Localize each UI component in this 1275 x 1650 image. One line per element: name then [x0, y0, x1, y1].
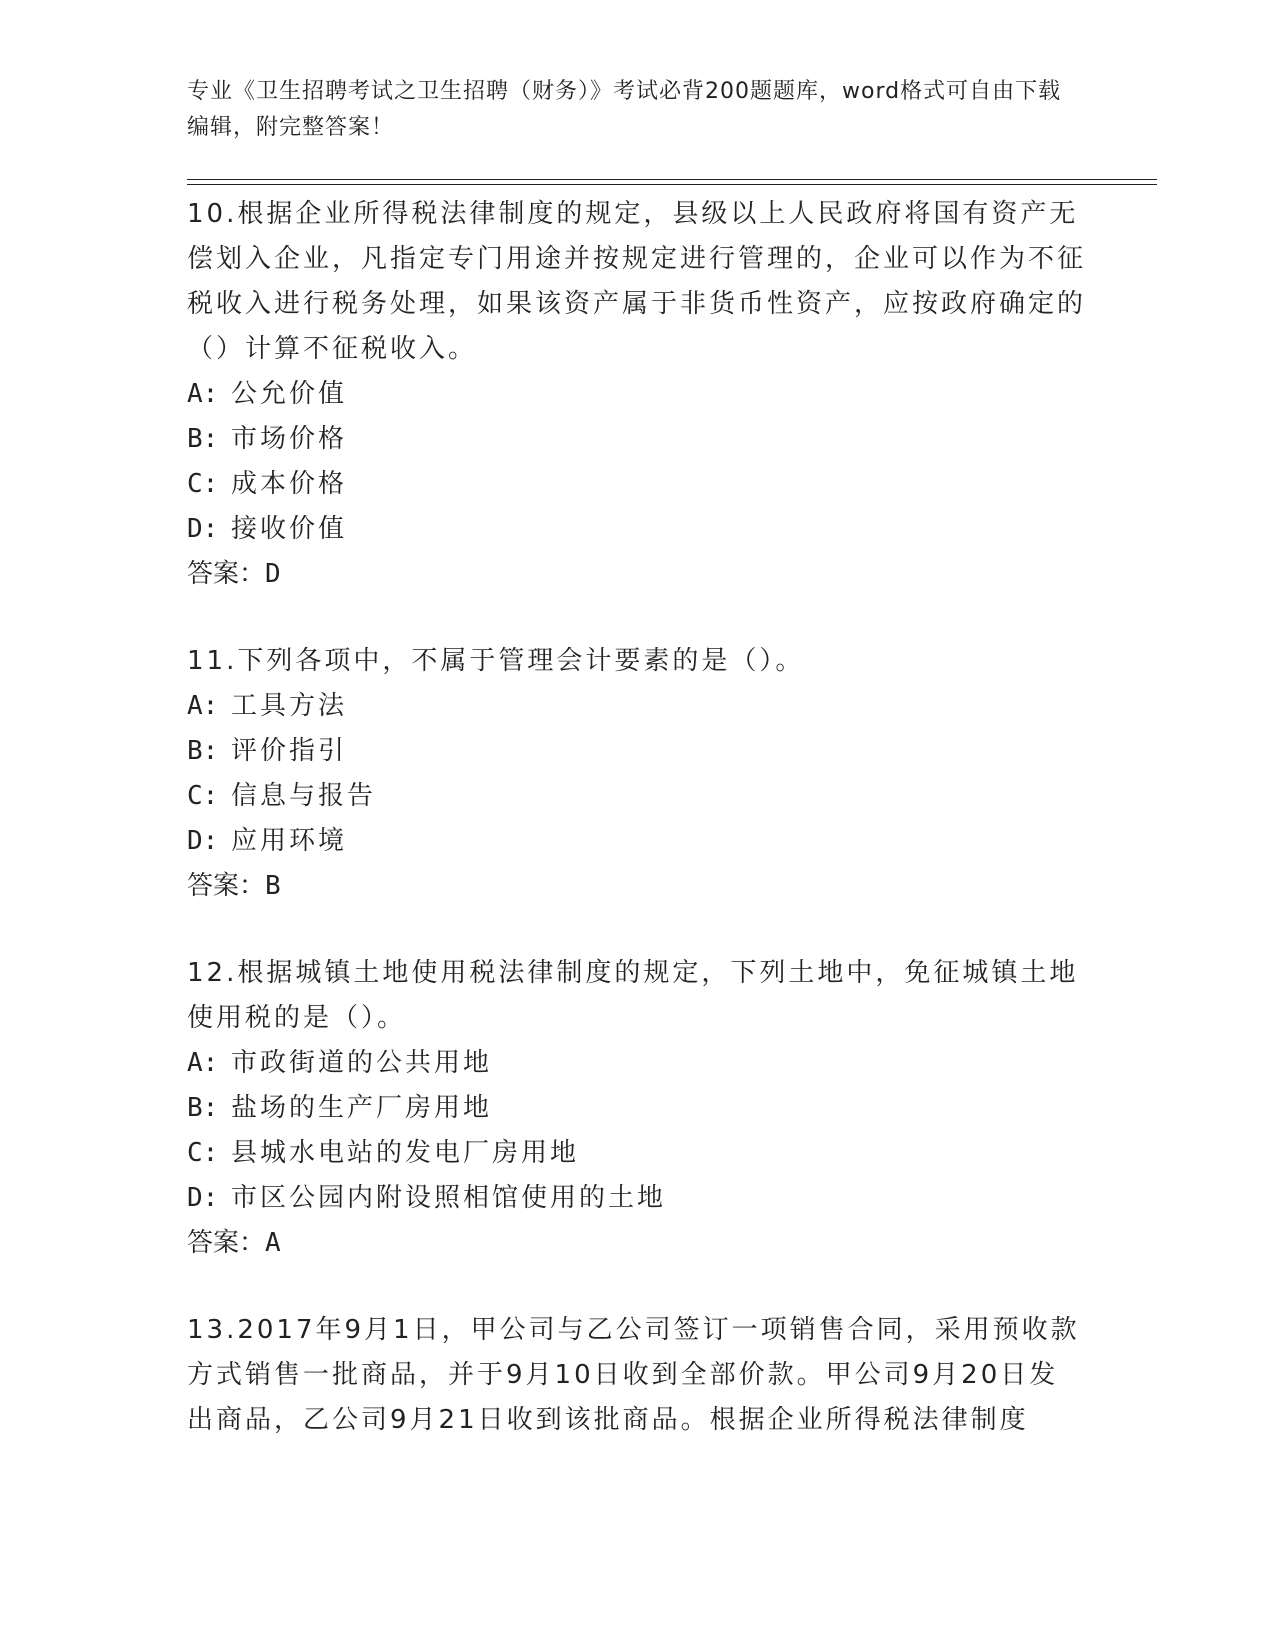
- option-a: [187, 372, 1087, 417]
- option-d: [187, 819, 1087, 864]
- question-12: [187, 951, 1087, 1266]
- option-letter: B:: [187, 1093, 219, 1123]
- answer-value: D: [265, 559, 281, 589]
- option-text: 市场价格: [231, 424, 348, 454]
- header-divider-bottom: [187, 184, 1157, 185]
- question-10: [187, 192, 1087, 597]
- option-letter: D:: [187, 514, 219, 544]
- option-text: 市政街道的公共用地: [231, 1048, 493, 1078]
- question-13: [187, 1308, 1087, 1443]
- option-text: 县城水电站的发电厂房用地: [231, 1138, 580, 1168]
- question-stem: 13.2017年9月1日，甲公司与乙公司签订一项销售合同，采用预收款方式销售一批商品，并于9月10日收到全部价款。甲公司9月20日发出商品，乙公司9月21日收到该批商品。根据企业所得税法律制度: [187, 1315, 1080, 1435]
- answer-line: [187, 552, 1087, 597]
- option-text: 成本价格: [231, 469, 348, 499]
- option-letter: A:: [187, 691, 219, 721]
- option-a: [187, 684, 1087, 729]
- question-stem: 11.下列各项中，不属于管理会计要素的是（）。: [187, 646, 805, 676]
- answer-value: B: [265, 871, 281, 901]
- answer-value: A: [265, 1228, 281, 1258]
- option-letter: C:: [187, 469, 219, 499]
- answer-line: [187, 1221, 1087, 1266]
- option-letter: A:: [187, 1048, 219, 1078]
- option-text: 工具方法: [231, 691, 348, 721]
- option-c: [187, 774, 1087, 819]
- option-letter: A:: [187, 379, 219, 409]
- option-text: 应用环境: [231, 826, 348, 856]
- option-text: 公允价值: [231, 379, 348, 409]
- option-letter: B:: [187, 424, 219, 454]
- option-letter: C:: [187, 1138, 219, 1168]
- header-divider-top: [187, 179, 1157, 180]
- question-stem: 10.根据企业所得税法律制度的规定，县级以上人民政府将国有资产无偿划入企业，凡指定专门用途并按规定进行管理的，企业可以作为不征税收入进行税务处理，如果该资产属于非货币性资产，应按政府确定的（）计算不征税收入。: [187, 199, 1087, 364]
- option-b: [187, 1086, 1087, 1131]
- option-letter: D:: [187, 1183, 219, 1213]
- option-c: [187, 1131, 1087, 1176]
- option-a: [187, 1041, 1087, 1086]
- option-d: [187, 1176, 1087, 1221]
- answer-label: 答案：: [187, 559, 266, 589]
- answer-label: 答案：: [187, 1228, 266, 1258]
- option-c: [187, 462, 1087, 507]
- option-text: 市区公园内附设照相馆使用的土地: [231, 1183, 667, 1213]
- option-text: 评价指引: [231, 736, 348, 766]
- document-title: 专业《卫生招聘考试之卫生招聘（财务）》考试必背200题题库，word格式可自由下载编辑，附完整答案！: [187, 79, 1062, 140]
- option-letter: B:: [187, 736, 219, 766]
- option-b: [187, 417, 1087, 462]
- answer-label: 答案：: [187, 871, 266, 901]
- question-list: [187, 192, 1087, 1485]
- option-text: 接收价值: [231, 514, 348, 544]
- option-d: [187, 507, 1087, 552]
- question-11: [187, 639, 1087, 909]
- option-letter: D:: [187, 826, 219, 856]
- option-text: 信息与报告: [231, 781, 377, 811]
- answer-line: [187, 864, 1087, 909]
- question-stem: 12.根据城镇土地使用税法律制度的规定，下列土地中，免征城镇土地使用税的是（）。: [187, 958, 1079, 1033]
- option-text: 盐场的生产厂房用地: [231, 1093, 493, 1123]
- option-b: [187, 729, 1087, 774]
- option-letter: C:: [187, 781, 219, 811]
